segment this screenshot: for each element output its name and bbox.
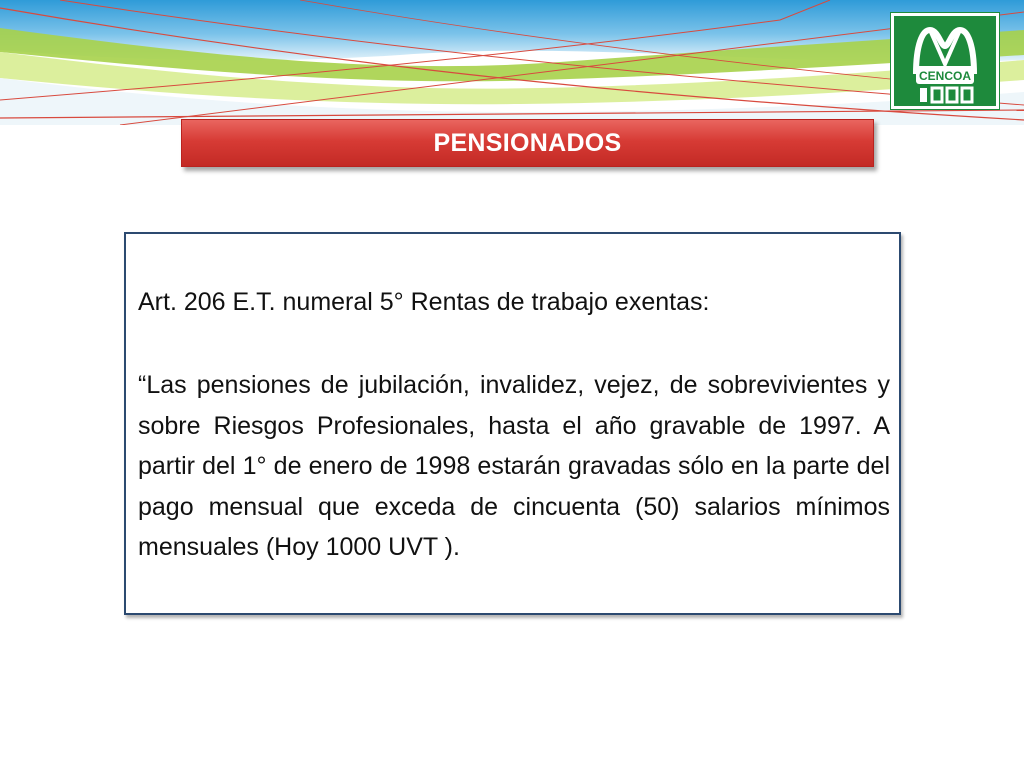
article-heading: Art. 206 E.T. numeral 5° Rentas de trabajo exentas:: [138, 288, 710, 316]
header-banner: [0, 0, 1024, 125]
article-body: “Las pensiones de jubilación, invalidez, vejez, de sobrevivientes y sobre Riesgos Profesionales, hasta el año gravable de 1997. A partir del 1° de enero de 1998 estarán gravadas sólo en la parte del pago mensual que exceda de cincuenta (50) salarios mínimos mensuales (Hoy 1000 UVT ).: [138, 371, 890, 561]
content-box: [124, 232, 901, 615]
cencoa-logo: [891, 13, 999, 109]
slide-title: PENSIONADOS: [433, 128, 622, 157]
title-bar: [181, 119, 874, 167]
logo-text: CENCOA: [918, 69, 972, 83]
